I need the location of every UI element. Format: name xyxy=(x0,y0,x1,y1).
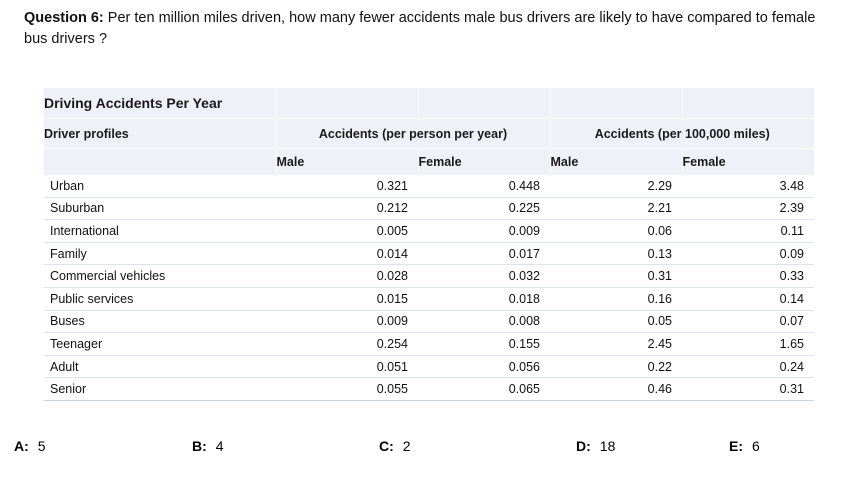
row-profile: Public services xyxy=(44,287,276,310)
row-value-male-miles: 0.13 xyxy=(550,242,682,265)
row-value-male-miles: 0.16 xyxy=(550,287,682,310)
table-title-blank-3 xyxy=(550,88,682,119)
table-row xyxy=(44,220,814,243)
row-profile: Suburban xyxy=(44,197,276,220)
profiles-header: Driver profiles xyxy=(44,119,276,149)
answer-key-a: A: xyxy=(14,438,29,454)
row-value-female-person: 0.065 xyxy=(418,378,550,401)
row-value-male-person: 0.321 xyxy=(276,175,418,197)
row-profile: Buses xyxy=(44,310,276,333)
row-profile: Adult xyxy=(44,355,276,378)
row-value-female-person: 0.056 xyxy=(418,355,550,378)
answer-key-d: D: xyxy=(576,438,591,454)
row-value-male-miles: 2.45 xyxy=(550,333,682,356)
answer-option-e[interactable] xyxy=(729,438,760,454)
table-row xyxy=(44,333,814,356)
answer-key-c: C: xyxy=(379,438,394,454)
row-value-male-person: 0.254 xyxy=(276,333,418,356)
row-value-female-person: 0.018 xyxy=(418,287,550,310)
table-title: Driving Accidents Per Year xyxy=(44,88,276,119)
row-value-male-person: 0.051 xyxy=(276,355,418,378)
row-profile: Urban xyxy=(44,175,276,197)
row-profile: Senior xyxy=(44,378,276,401)
row-value-male-miles: 0.46 xyxy=(550,378,682,401)
table-sub-header-row xyxy=(44,149,814,176)
answer-option-b[interactable] xyxy=(192,438,224,454)
table-row xyxy=(44,197,814,220)
answer-key-e: E: xyxy=(729,438,743,454)
table-title-blank-2 xyxy=(418,88,550,119)
row-value-male-miles: 0.06 xyxy=(550,220,682,243)
table-row xyxy=(44,310,814,333)
answer-value-b: 4 xyxy=(215,438,224,454)
table-row xyxy=(44,287,814,310)
question-text: Per ten million miles driven, how many fewer accidents male bus drivers are likely to have compared to female bus drivers ? xyxy=(24,10,816,47)
row-value-female-person: 0.017 xyxy=(418,242,550,265)
answer-value-e: 6 xyxy=(752,438,760,454)
row-value-male-person: 0.055 xyxy=(276,378,418,401)
row-value-female-miles: 0.07 xyxy=(682,310,814,333)
answer-value-c: 2 xyxy=(402,438,411,454)
row-value-male-person: 0.015 xyxy=(276,287,418,310)
table-title-row xyxy=(44,88,814,119)
table-row xyxy=(44,378,814,401)
answer-value-d: 18 xyxy=(599,438,616,454)
table-row xyxy=(44,242,814,265)
sub-header-female-miles: Female xyxy=(682,149,814,176)
row-value-male-miles: 2.21 xyxy=(550,197,682,220)
table-row xyxy=(44,175,814,197)
row-value-female-miles: 0.14 xyxy=(682,287,814,310)
row-value-male-person: 0.212 xyxy=(276,197,418,220)
driving-accidents-table xyxy=(44,88,814,401)
sub-header-female-person: Female xyxy=(418,149,550,176)
row-value-female-person: 0.032 xyxy=(418,265,550,288)
accidents-table-container xyxy=(44,88,814,401)
row-value-male-miles: 0.22 xyxy=(550,355,682,378)
question-prompt xyxy=(24,8,836,50)
row-value-female-miles: 3.48 xyxy=(682,175,814,197)
row-value-female-miles: 2.39 xyxy=(682,197,814,220)
row-value-female-miles: 1.65 xyxy=(682,333,814,356)
row-value-female-miles: 0.11 xyxy=(682,220,814,243)
answer-options xyxy=(0,438,861,468)
row-value-female-person: 0.008 xyxy=(418,310,550,333)
sub-header-male-person: Male xyxy=(276,149,418,176)
row-value-female-miles: 0.24 xyxy=(682,355,814,378)
table-title-blank-1 xyxy=(276,88,418,119)
row-value-male-miles: 0.05 xyxy=(550,310,682,333)
row-value-male-person: 0.005 xyxy=(276,220,418,243)
row-value-female-miles: 0.09 xyxy=(682,242,814,265)
row-value-female-person: 0.155 xyxy=(418,333,550,356)
answer-option-d[interactable] xyxy=(576,438,615,454)
row-value-male-miles: 0.31 xyxy=(550,265,682,288)
row-value-female-person: 0.009 xyxy=(418,220,550,243)
row-value-male-person: 0.028 xyxy=(276,265,418,288)
row-value-male-person: 0.014 xyxy=(276,242,418,265)
row-profile: Commercial vehicles xyxy=(44,265,276,288)
sub-header-blank xyxy=(44,149,276,176)
answer-value-a: 5 xyxy=(37,438,46,454)
table-row xyxy=(44,265,814,288)
sub-header-male-miles: Male xyxy=(550,149,682,176)
question-label: Question 6: xyxy=(24,10,104,26)
table-row xyxy=(44,355,814,378)
row-value-male-miles: 2.29 xyxy=(550,175,682,197)
answer-key-b: B: xyxy=(192,438,207,454)
row-value-female-miles: 0.31 xyxy=(682,378,814,401)
row-value-male-person: 0.009 xyxy=(276,310,418,333)
answer-option-c[interactable] xyxy=(379,438,411,454)
row-profile: Family xyxy=(44,242,276,265)
table-title-blank-4 xyxy=(682,88,814,119)
row-profile: Teenager xyxy=(44,333,276,356)
row-profile: International xyxy=(44,220,276,243)
group-header-per-miles: Accidents (per 100,000 miles) xyxy=(550,119,814,149)
row-value-female-person: 0.225 xyxy=(418,197,550,220)
row-value-female-person: 0.448 xyxy=(418,175,550,197)
answer-option-a[interactable] xyxy=(14,438,46,454)
group-header-per-person: Accidents (per person per year) xyxy=(276,119,550,149)
table-group-header-row xyxy=(44,119,814,149)
row-value-female-miles: 0.33 xyxy=(682,265,814,288)
